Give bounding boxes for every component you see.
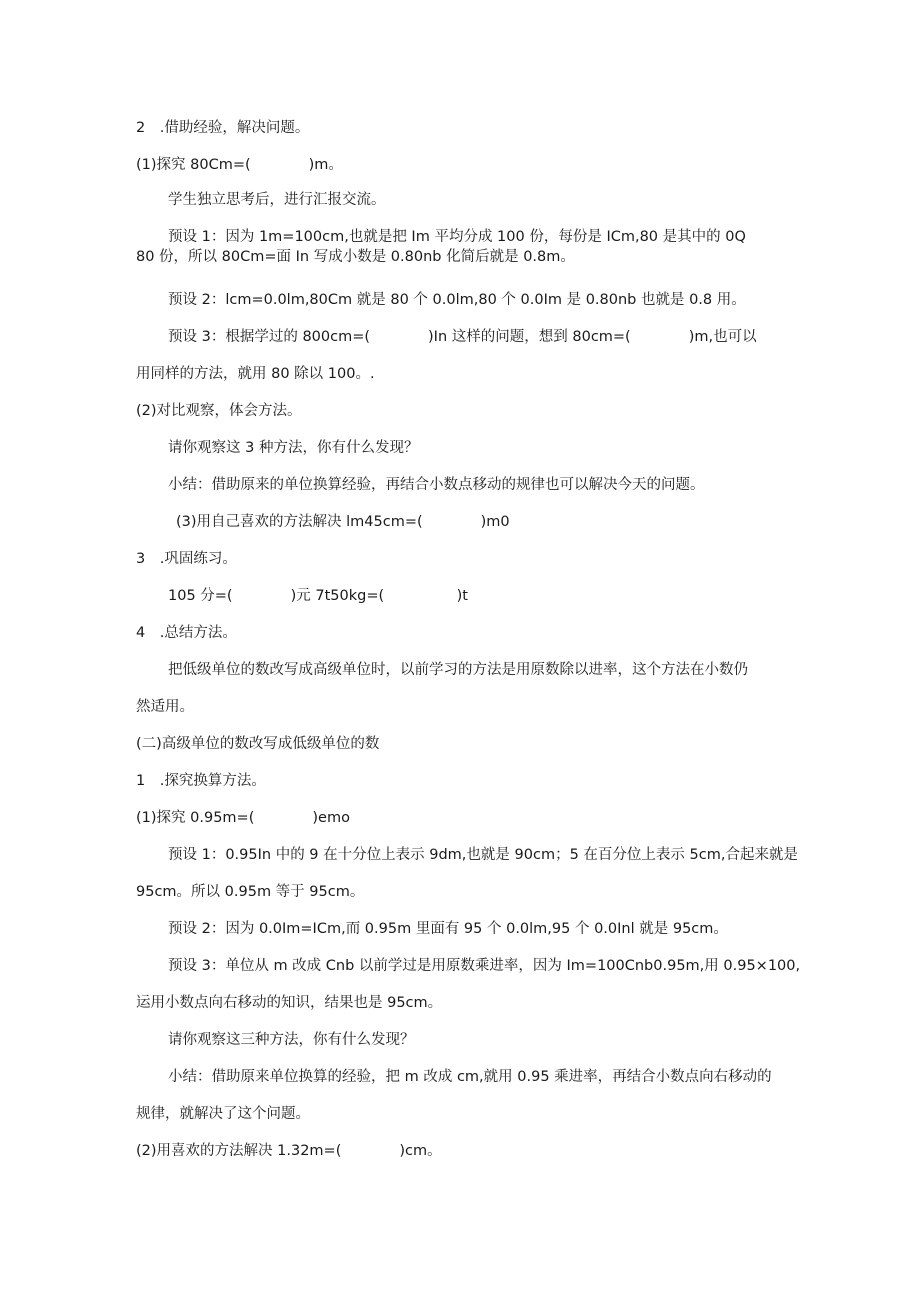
sub-heading-explore-80cm: (1)探究 80Cm=( )m。 <box>136 157 343 173</box>
paragraph-observe-three-methods: 请你观察这三种方法，你有什么发现？ <box>168 1032 415 1048</box>
paragraph-part2-hypothesis-1: 预设 1：0.95In 中的 9 在十分位上表示 9dm,也就是 90cm；5 在百分位上表示 5cm,合起来就是 <box>168 847 798 863</box>
paragraph-summary-2-cont: 规律，就解决了这个问题。 <box>136 1106 310 1122</box>
heading-step-4: 4 .总结方法。 <box>136 625 237 641</box>
paragraph-part2-hypothesis-2: 预设 2：因为 0.0Im=ICm,而 0.95m 里面有 95 个 0.0lm,95 个 0.0Inl 就是 95cm。 <box>168 921 728 937</box>
paragraph-practice: 105 分=( )元 7t50kg=( )t <box>168 588 468 604</box>
paragraph-hypothesis-1-cont: 80 份，所以 80Cm=面 In 写成小数是 0.80nb 化简后就是 0.8m。 <box>136 249 575 265</box>
paragraph-hypothesis-2: 预设 2：lcm=0.0lm,80Cm 就是 80 个 0.0lm,80 个 0.0Im 是 0.80nb 也就是 0.8 用。 <box>168 292 746 308</box>
paragraph-student-report: 学生独立思考后，进行汇报交流。 <box>168 192 386 208</box>
paragraph-part2-hypothesis-3: 预设 3：单位从 m 改成 Cnb 以前学过是用原数乘进率，因为 Im=100Cnb0.95m,用 0.95×100, <box>168 958 801 974</box>
paragraph-part2-hypothesis-1-cont: 95cm。所以 0.95m 等于 95cm。 <box>136 884 365 900</box>
paragraph-method-summary: 把低级单位的数改写成高级单位时，以前学习的方法是用原数除以进率，这个方法在小数仍 <box>168 662 748 678</box>
heading-step-2: 2 .借助经验，解决问题。 <box>136 120 310 136</box>
paragraph-hypothesis-1: 预设 1：因为 1m=100cm,也就是把 Im 平均分成 100 份，每份是 ICm,80 是其中的 0Q <box>168 229 746 245</box>
section-heading-part-2: (二)高级单位的数改写成低级单位的数 <box>136 736 380 752</box>
paragraph-hypothesis-3: 预设 3：根据学过的 800cm=( )In 这样的问题，想到 80cm=( )m,也可以 <box>168 329 757 345</box>
paragraph-observe-3-methods: 请你观察这 3 种方法，你有什么发现？ <box>168 440 419 456</box>
paragraph-part2-hypothesis-3-cont: 运用小数点向右移动的知识，结果也是 95cm。 <box>136 995 443 1011</box>
paragraph-hypothesis-3-cont: 用同样的方法，就用 80 除以 100。. <box>136 366 375 382</box>
sub-heading-explore-095m: (1)探究 0.95m=( )emo <box>136 810 350 826</box>
sub-heading-solve-1m45cm: (3)用自己喜欢的方法解决 lm45cm=( )m0 <box>176 514 510 530</box>
paragraph-summary-2: 小结：借助原来单位换算的经验，把 m 改成 cm,就用 0.95 乘进率，再结合小数点向右移动的 <box>168 1069 772 1085</box>
paragraph-method-summary-cont: 然适用。 <box>136 699 194 715</box>
heading-step-1-part-2: 1 .探究换算方法。 <box>136 773 266 789</box>
heading-step-3: 3 .巩固练习。 <box>136 551 237 567</box>
sub-heading-compare: (2)对比观察，体会方法。 <box>136 403 302 419</box>
paragraph-summary-1: 小结：借助原来的单位换算经验，再结合小数点移动的规律也可以解决今天的问题。 <box>168 477 705 493</box>
sub-heading-solve-132m: (2)用喜欢的方法解决 1.32m=( )cm。 <box>136 1143 442 1159</box>
